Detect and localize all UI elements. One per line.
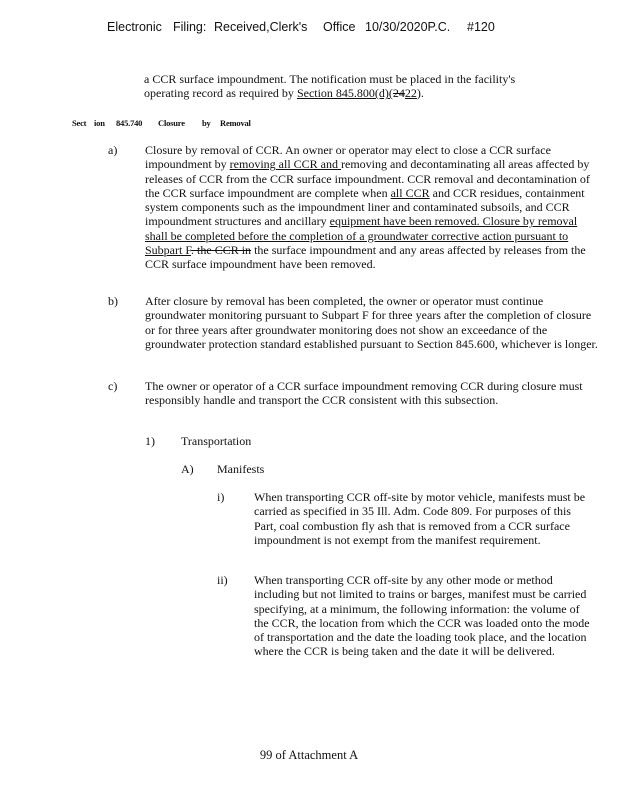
page-footer: 99 of Attachment A bbox=[259, 748, 359, 762]
carryover-new-number: 22 bbox=[404, 86, 417, 101]
para-a-inserted-3: equipment have been removed. Closure by removal shall be completed before the completion of a groundwater corrective action pursuant to bbox=[145, 214, 578, 243]
sub-ii-label: ii) bbox=[217, 573, 228, 587]
header-number: #120 bbox=[467, 20, 495, 34]
carryover-line1: a CCR surface impoundment. The notification must be placed in the facility's bbox=[144, 72, 516, 86]
para-a-text bbox=[145, 143, 600, 272]
sub-i-text: When transporting CCR off-site by motor vehicle, manifests must be carried as specified in 35 Ill. Adm. Code 809. For purposes of this Part, coal combustion fly ash that is removed from a CCR surface impoundment is not exempt from the manifest requirement. bbox=[254, 490, 586, 547]
section-heading-number: 845.740 bbox=[116, 118, 143, 128]
carryover-line2 bbox=[144, 86, 544, 100]
sub-ii-text: When transporting CCR off-site by any other mode or method including but not limited to trains or barges, manifest must be carried specifying, at a minimum, the following information: the volume of the CCR, the location from which the CCR was loaded onto the mode of transportation and the date the loading took place, and the location where the CCR is being taken and the date it will be delivered. bbox=[254, 573, 590, 659]
para-c-text: The owner or operator of a CCR surface impoundment removing CCR during closure must responsibly handle and transport the CCR consistent with this subsection. bbox=[145, 379, 583, 408]
para-c-label: c) bbox=[108, 379, 118, 393]
section-heading-by: by bbox=[202, 118, 211, 128]
para-a-inserted-1: removing all CCR and bbox=[229, 157, 341, 172]
para-a-t5: and CCR residues, containment system components such as the impoundment liner and contaminated subsoils, and CCR impoundment structures and ancillary bbox=[145, 185, 585, 229]
sub-A-label: A) bbox=[181, 462, 194, 476]
para-a-t3: removing and decontaminating all areas affected by releases of CCR from the CCR surface impoundment. CCR removal and decontamination of the CCR surface impoundment are complete when bbox=[145, 157, 590, 200]
para-a-t9: the surface impoundment and any areas affected by releases from the CCR surface impoundment have been removed. bbox=[145, 243, 586, 272]
carryover-section-ref: Section 845.800(d)( bbox=[296, 86, 393, 101]
para-a-inserted-2: all CCR bbox=[390, 185, 430, 200]
para-a-struck: . the CCR in bbox=[191, 243, 252, 258]
para-b-text: After closure by removal has been completed, the owner or operator must continue groundwater monitoring pursuant to Subpart F for three years after the completion of closure or for three years after groundwater monitoring does not show an exceedance of the groundwater protection standard established pursuant to Section 845.600, whichever is longer. bbox=[145, 294, 598, 351]
section-heading-removal: Removal bbox=[220, 118, 251, 128]
header-filing: Filing: bbox=[173, 20, 207, 34]
section-heading-ion: ion bbox=[94, 118, 105, 128]
carryover-struck-number: 24 bbox=[392, 86, 405, 101]
sub-1-text: Transportation bbox=[181, 434, 252, 448]
header-date: 10/30/2020P.C. bbox=[365, 20, 451, 34]
section-heading-sect: Sect bbox=[72, 118, 87, 128]
para-a-t1: Closure by removal of CCR. An owner or operator may elect to close a CCR surface impoundment by bbox=[145, 143, 551, 172]
carryover-text: operating record as required by bbox=[144, 86, 297, 101]
carryover-paragraph bbox=[144, 72, 544, 101]
carryover-end: ). bbox=[416, 86, 424, 101]
sub-i-label: i) bbox=[217, 490, 225, 504]
header-office: Office bbox=[323, 20, 356, 34]
para-a-label: a) bbox=[108, 143, 118, 157]
section-heading-closure: Closure bbox=[158, 118, 185, 128]
sub-1-label: 1) bbox=[145, 434, 155, 448]
header-received: Received,Clerk's bbox=[214, 20, 308, 34]
para-b-label: b) bbox=[108, 294, 118, 308]
sub-A-text: Manifests bbox=[217, 462, 265, 476]
header-electronic: Electronic bbox=[107, 20, 162, 34]
para-a-subpart-ref: Subpart F bbox=[145, 243, 192, 258]
